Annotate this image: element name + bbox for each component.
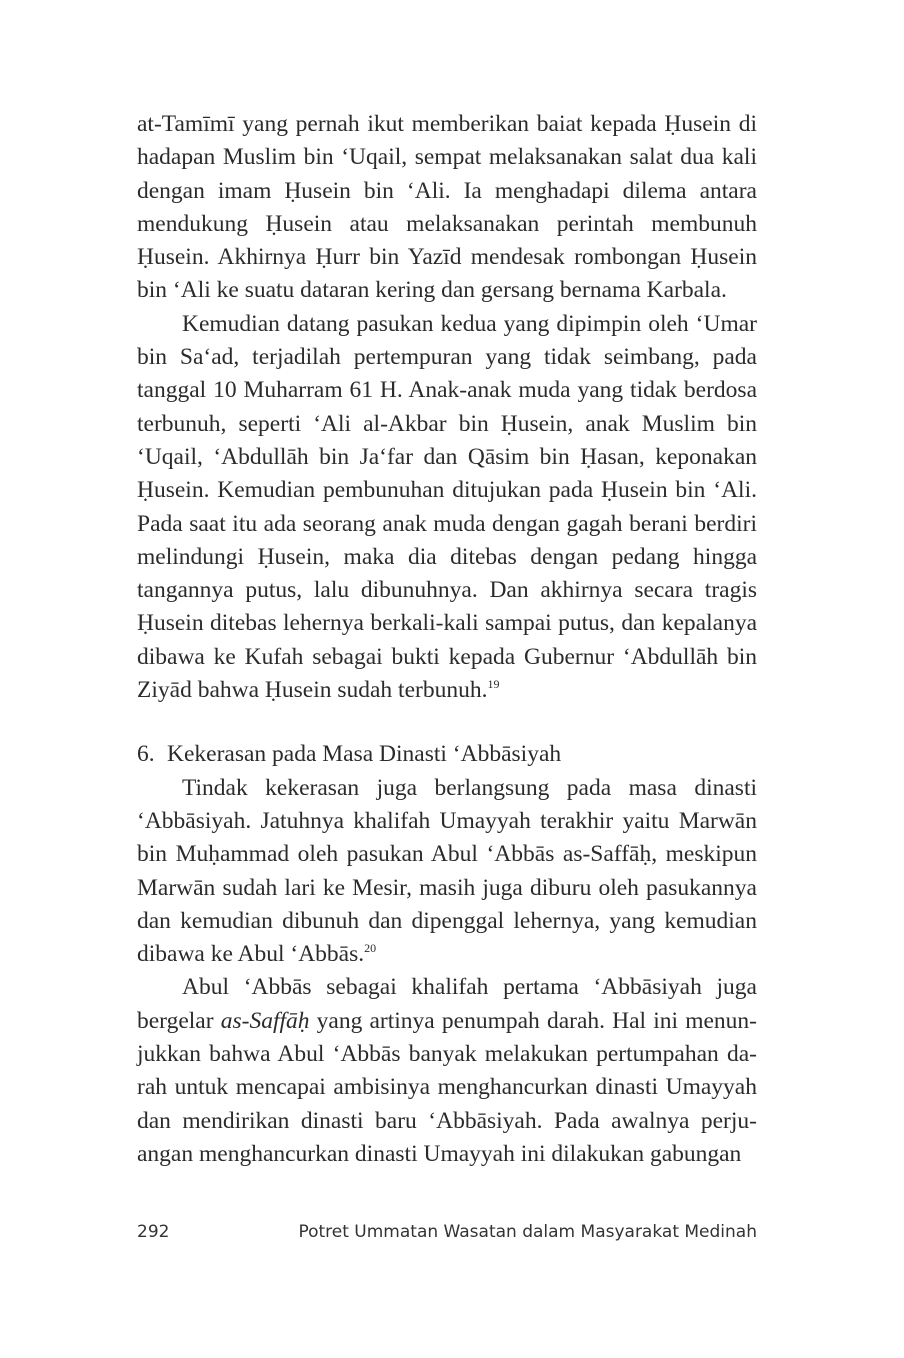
footnote-ref-20[interactable]: 20 [364, 941, 377, 956]
page-number: 292 [137, 1222, 170, 1242]
section-heading [137, 707, 757, 771]
paragraph-text: yang artinya penumpah darah. Hal ini menunjukkan bahwa Abul ‘Abbās banyak melakukan pertumpahan darah untuk mencapai ambisinya menghancurkan dinasti Umayyah dan mendirikan dinasti baru ‘Abbāsiyah. Pada awalnya perjuangan menghancurkan dinasti Umayyah ini dilakukan gabungan [137, 1007, 757, 1167]
paragraph-text: Abul ‘Abbās sebagai khalifah pertama ‘Abbāsiyah juga bergelar [137, 974, 757, 1034]
footnote-ref-19[interactable]: 19 [487, 677, 500, 692]
paragraph [137, 772, 757, 972]
italic-term: as-Saffāḥ [220, 1007, 310, 1034]
paragraph-text: Tindak kekerasan juga berlangsung pada masa dinasti ‘Abbāsiyah. Jatuhnya khalifah Umayyah terakhir yaitu Marwān bin Muḥammad oleh pasukan Abul ‘Abbās as-Saffāḥ, meskipun Marwān sudah lari ke Mesir, masih juga diburu oleh pasukannya dan kemudian dibunuh dan dipenggal lehernya, yang kemudian dibawa ke Abul ‘Abbās. [137, 774, 757, 968]
paragraph-text: at-Tamīmī yang pernah ikut memberikan baiat kepada Ḥusein di hadapan Muslim bin ‘Uqail, sempat melaksanakan salat dua kali dengan imam Ḥusein bin ‘Ali. Ia menghadapi dilema antara mendukung Ḥusein atau melaksanakan perintah membunuh Ḥusein. Akhirnya Ḥurr bin Yazīd mendesak rombongan Ḥusein bin ‘Ali ke suatu dataran kering dan gersang bernama Karbala. [137, 111, 757, 304]
body-text [137, 108, 757, 1171]
paragraph [137, 971, 757, 1171]
paragraph-text: Kemudian datang pasukan kedua yang dipimpin oleh ‘Umar bin Sa‘ad, terjadilah pertempuran yang tidak seimbang, pada tanggal 10 Muharram 61 H. Anak-anak muda yang tidak berdosa terbunuh, seperti ‘Ali al-Akbar bin Ḥusein, anak Muslim bin ‘Uqail, ‘Abdullāh bin Ja‘far dan Qāsim bin Ḥasan, keponakan Ḥusein. Kemudian pembunuhan ditujukan pada Ḥusein bin ‘Ali. Pada saat itu ada seorang anak muda dengan gagah berani berdiri melindungi Ḥusein, maka dia ditebas dengan pedang hingga tangannya putus, lalu dibunuhnya. Dan akhirnya secara tragis Ḥusein ditebas lehernya berkali-kali sampai putus, dan kepalanya dibawa ke Kufah sebagai bukti kepada Gubernur ‘Abdullāh bin Ziyād bahwa Ḥusein sudah terbunuh. [137, 310, 757, 704]
paragraph [137, 308, 757, 708]
running-title: Potret Ummatan Wasatan dalam Masyarakat Medinah [298, 1222, 757, 1242]
section-number: 6. [137, 741, 155, 768]
section-title: Kekerasan pada Masa Dinasti ‘Abbāsiyah [167, 741, 562, 768]
paragraph-continued [137, 108, 757, 308]
